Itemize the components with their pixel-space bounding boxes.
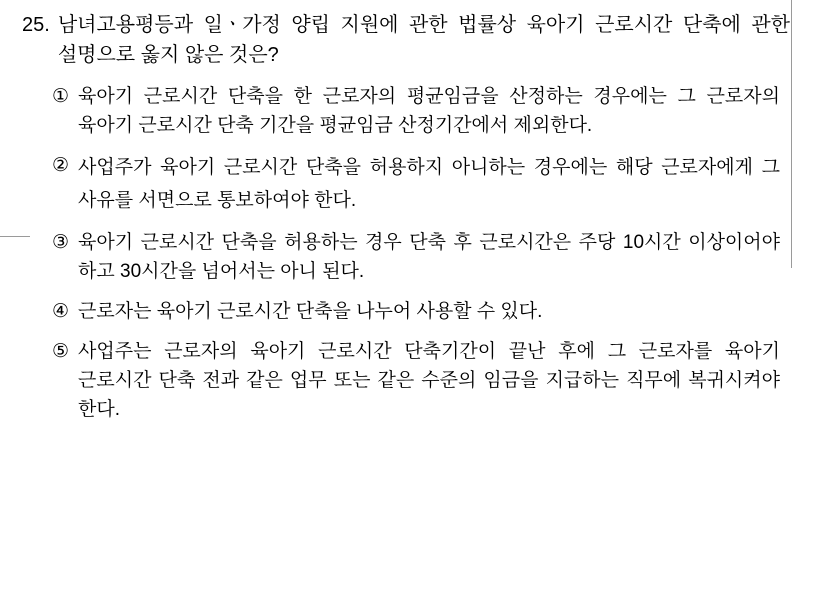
- choice-marker-2: ②: [52, 155, 70, 176]
- choice-item-4[interactable]: [52, 297, 780, 326]
- choice-item-5[interactable]: [52, 337, 780, 424]
- choice-text-2: 사업주가 육아기 근로시간 단축을 허용하지 아니하는 경우에는 해당 근로자에게 그 사유를 서면으로 통보하여야 한다.: [78, 157, 780, 211]
- choice-text-1: 육아기 근로시간 단축을 한 근로자의 평균임금을 산정하는 경우에는 그 근로자의 육아기 근로시간 단축 기간을 평균임금 산정기간에서 제외한다.: [78, 86, 780, 136]
- choice-text-5: 사업주는 근로자의 육아기 근로시간 단축기간이 끝난 후에 그 근로자를 육아기 근로시간 단축 전과 같은 업무 또는 같은 수준의 임금을 지급하는 직무에 복귀시켜야 한다.: [78, 341, 780, 420]
- choice-marker-4: ④: [52, 301, 70, 322]
- choice-marker-1: ①: [52, 86, 70, 107]
- choice-item-2[interactable]: [52, 151, 780, 217]
- question-block: [0, 10, 826, 435]
- choice-marker-3: ③: [52, 232, 70, 253]
- choice-item-1[interactable]: [52, 82, 780, 140]
- question-stem: [0, 10, 826, 70]
- question-stem-text: 남녀고용평등과 일ㆍ가정 양립 지원에 관한 법률상 육아기 근로시간 단축에 관한 설명으로 옳지 않은 것은?: [57, 14, 790, 66]
- choice-list: [0, 82, 826, 424]
- choice-marker-5: ⑤: [52, 341, 70, 362]
- choice-item-3[interactable]: [52, 228, 780, 286]
- choice-text-4: 근로자는 육아기 근로시간 단축을 나누어 사용할 수 있다.: [78, 301, 543, 322]
- question-number: 25.: [22, 14, 50, 36]
- choice-text-3: 육아기 근로시간 단축을 허용하는 경우 단축 후 근로시간은 주당 10시간 이상이어야 하고 30시간을 넘어서는 아니 된다.: [78, 232, 780, 282]
